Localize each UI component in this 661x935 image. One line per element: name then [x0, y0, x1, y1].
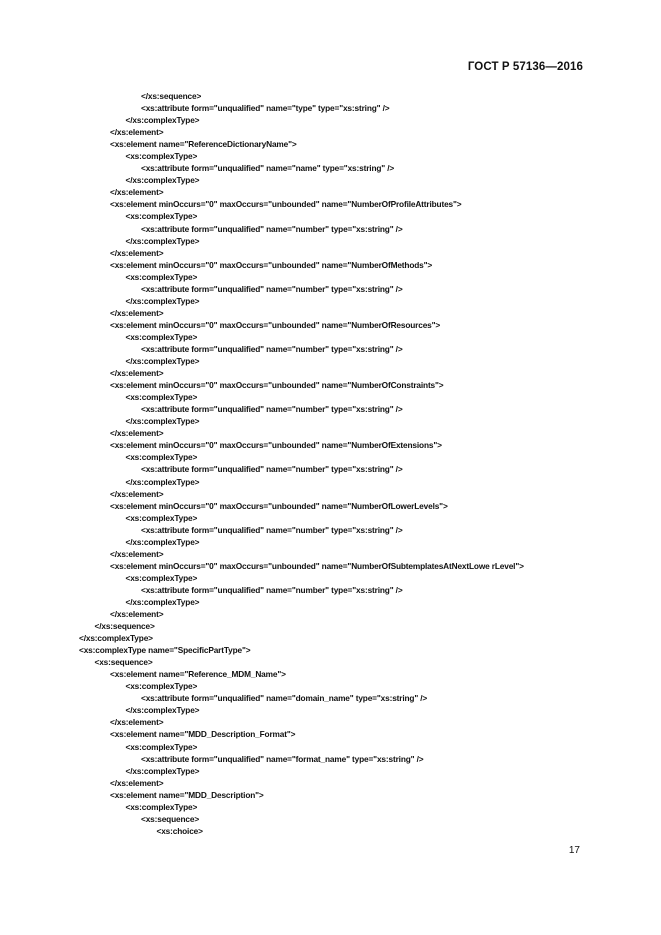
code-line: <xs:element minOccurs="0" maxOccurs="unbounded" name="NumberOfMethods"> — [110, 259, 433, 270]
code-line: <xs:element name="MDD_Description"> — [110, 789, 264, 800]
code-line: <xs:element minOccurs="0" maxOccurs="unbounded" name="NumberOfResources"> — [110, 319, 441, 330]
code-line: </xs:element> — [110, 717, 164, 728]
code-line: <xs:attribute form="unqualified" name="number" type="xs:string" /> — [141, 404, 403, 415]
code-line: <xs:attribute form="unqualified" name="type" type="xs:string" /> — [141, 103, 390, 114]
code-line: </xs:element> — [110, 247, 164, 258]
code-line: <xs:attribute form="unqualified" name="number" type="xs:string" /> — [141, 584, 403, 595]
code-line: </xs:element> — [110, 609, 164, 620]
code-line: </xs:complexType> — [79, 633, 153, 644]
code-line: </xs:element> — [110, 307, 164, 318]
code-line: <xs:complexType> — [125, 801, 198, 812]
code-line: </xs:complexType> — [125, 476, 200, 487]
code-line: <xs:complexType> — [125, 452, 198, 463]
code-line: </xs:sequence> — [94, 621, 155, 632]
code-line: <xs:attribute form="unqualified" name="number" type="xs:string" /> — [141, 464, 403, 475]
code-line: </xs:element> — [110, 548, 164, 559]
code-line: <xs:complexType> — [125, 392, 198, 403]
code-line: <xs:complexType> — [125, 151, 198, 162]
code-line: </xs:complexType> — [125, 416, 200, 427]
page-number: 17 — [568, 845, 580, 856]
code-line: <xs:attribute form="unqualified" name="number" type="xs:string" /> — [141, 223, 403, 234]
code-line: </xs:complexType> — [125, 356, 200, 367]
code-line: </xs:complexType> — [125, 175, 200, 186]
code-line: <xs:attribute form="unqualified" name="number" type="xs:string" /> — [141, 524, 403, 535]
code-line: <xs:complexType> — [125, 331, 198, 342]
code-line: <xs:element minOccurs="0" maxOccurs="unbounded" name="NumberOfExtensions"> — [110, 440, 442, 451]
code-line: <xs:element minOccurs="0" maxOccurs="unbounded" name="NumberOfConstraints"> — [110, 380, 444, 391]
code-line: <xs:complexType> — [125, 271, 198, 282]
code-line: <xs:element name="MDD_Description_Format"> — [110, 729, 296, 740]
code-line: </xs:complexType> — [125, 536, 200, 547]
xml-schema-listing — [0, 90, 661, 837]
code-line: <xs:attribute form="unqualified" name="number" type="xs:string" /> — [141, 283, 403, 294]
code-line: </xs:complexType> — [125, 596, 200, 607]
code-line: <xs:element name="Reference_MDM_Name"> — [110, 669, 286, 680]
code-line: <xs:attribute form="unqualified" name="number" type="xs:string" /> — [141, 343, 403, 354]
code-line: <xs:element name="ReferenceDictionaryName"> — [110, 139, 297, 150]
code-line: <xs:attribute form="unqualified" name="name" type="xs:string" /> — [141, 163, 395, 174]
code-line: <xs:attribute form="unqualified" name="format_name" type="xs:string" /> — [141, 753, 424, 764]
code-line: <xs:element minOccurs="0" maxOccurs="unbounded" name="NumberOfProfileAttributes"> — [110, 199, 462, 210]
code-line: </xs:complexType> — [125, 765, 200, 776]
code-line: </xs:complexType> — [125, 115, 200, 126]
code-line: <xs:sequence> — [141, 813, 200, 824]
code-line: <xs:element minOccurs="0" maxOccurs="unbounded" name="NumberOfLowerLevels"> — [110, 500, 448, 511]
code-line: <xs:attribute form="unqualified" name="domain_name" type="xs:string" /> — [141, 693, 428, 704]
code-line: </xs:complexType> — [125, 705, 200, 716]
code-line: </xs:element> — [110, 368, 164, 379]
code-line: <xs:complexType> — [125, 681, 198, 692]
code-line: </xs:element> — [110, 187, 164, 198]
code-line: <xs:complexType name="SpecificPartType"> — [79, 645, 251, 656]
code-line: <xs:sequence> — [94, 657, 153, 668]
code-line: <xs:complexType> — [125, 741, 198, 752]
document-id-header: ГОСТ Р 57136—2016 — [467, 61, 583, 73]
code-line: <xs:complexType> — [125, 572, 198, 583]
code-line: </xs:element> — [110, 127, 164, 138]
code-line: </xs:element> — [110, 777, 164, 788]
code-line: </xs:element> — [110, 488, 164, 499]
code-line: </xs:sequence> — [141, 91, 202, 101]
code-line: </xs:complexType> — [125, 295, 200, 306]
code-line: <xs:complexType> — [125, 211, 198, 222]
code-line: <xs:choice> — [156, 825, 203, 836]
code-line: </xs:complexType> — [125, 235, 200, 246]
code-line: <xs:complexType> — [125, 512, 198, 523]
code-line: <xs:element minOccurs="0" maxOccurs="unbounded" name="NumberOfSubtemplatesAtNextLowe rLevel"> — [110, 560, 524, 571]
code-line: </xs:element> — [110, 428, 164, 439]
